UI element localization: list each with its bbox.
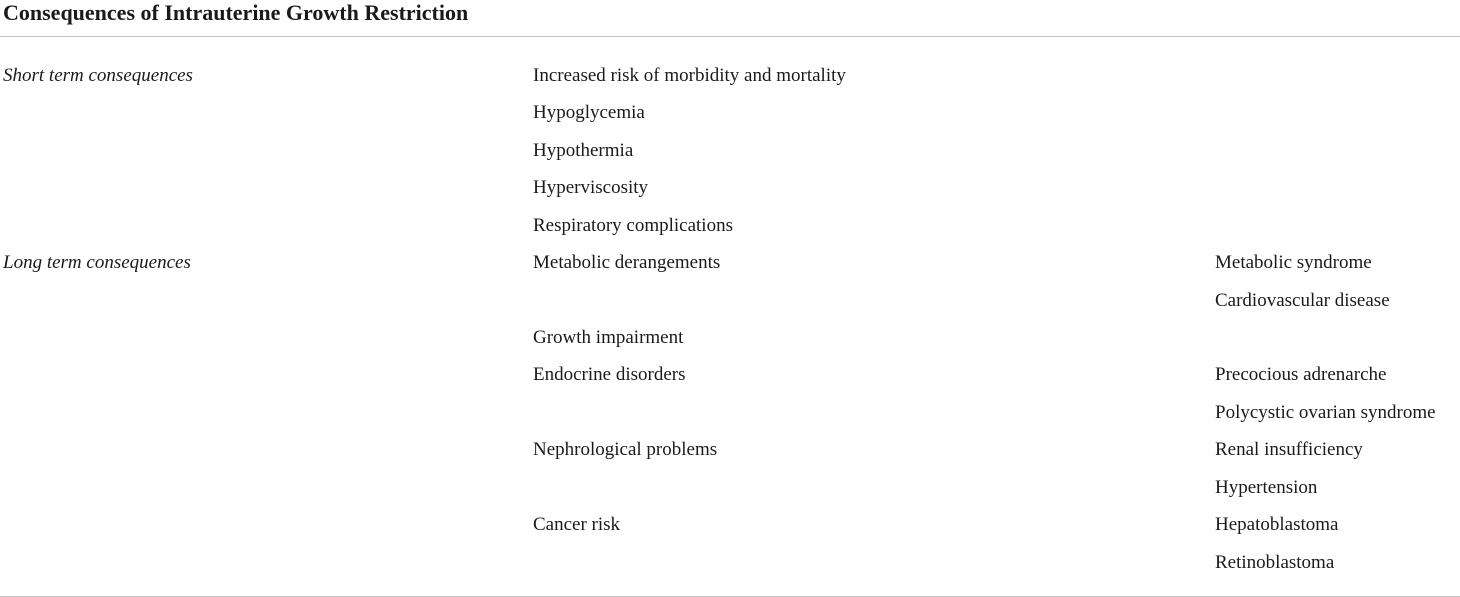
table-cell-item: Growth impairment bbox=[533, 327, 684, 348]
table-cell-item: Metabolic derangements bbox=[533, 252, 721, 273]
table-cell-item: Hyperviscosity bbox=[533, 177, 649, 198]
table-cell-detail: Hepatoblastoma bbox=[1215, 514, 1339, 535]
table-cell-item: Endocrine disorders bbox=[533, 364, 686, 385]
section-label-short-term: Short term consequences bbox=[3, 65, 193, 86]
table-cell-detail: Precocious adrenarche bbox=[1215, 364, 1387, 385]
table-cell-detail: Polycystic ovarian syndrome bbox=[1215, 402, 1436, 423]
table-cell-detail: Metabolic syndrome bbox=[1215, 252, 1372, 273]
table-cell-detail: Renal insufficiency bbox=[1215, 439, 1363, 460]
table-title: Consequences of Intrauterine Growth Restriction bbox=[3, 0, 469, 25]
table-cell-item: Nephrological problems bbox=[533, 439, 718, 460]
table-cell-item: Hypoglycemia bbox=[533, 102, 645, 123]
table-top-rule bbox=[0, 36, 1460, 37]
table-cell-detail: Retinoblastoma bbox=[1215, 552, 1335, 573]
table-cell-item: Cancer risk bbox=[533, 514, 621, 535]
table-cell-item: Increased risk of morbidity and mortality bbox=[533, 65, 846, 86]
section-label-long-term: Long term consequences bbox=[3, 252, 191, 273]
table-cell-item: Respiratory complications bbox=[533, 215, 733, 236]
table-cell-detail: Cardiovascular disease bbox=[1215, 290, 1390, 311]
table-cell-detail: Hypertension bbox=[1215, 477, 1318, 498]
table-cell-item: Hypothermia bbox=[533, 140, 634, 161]
